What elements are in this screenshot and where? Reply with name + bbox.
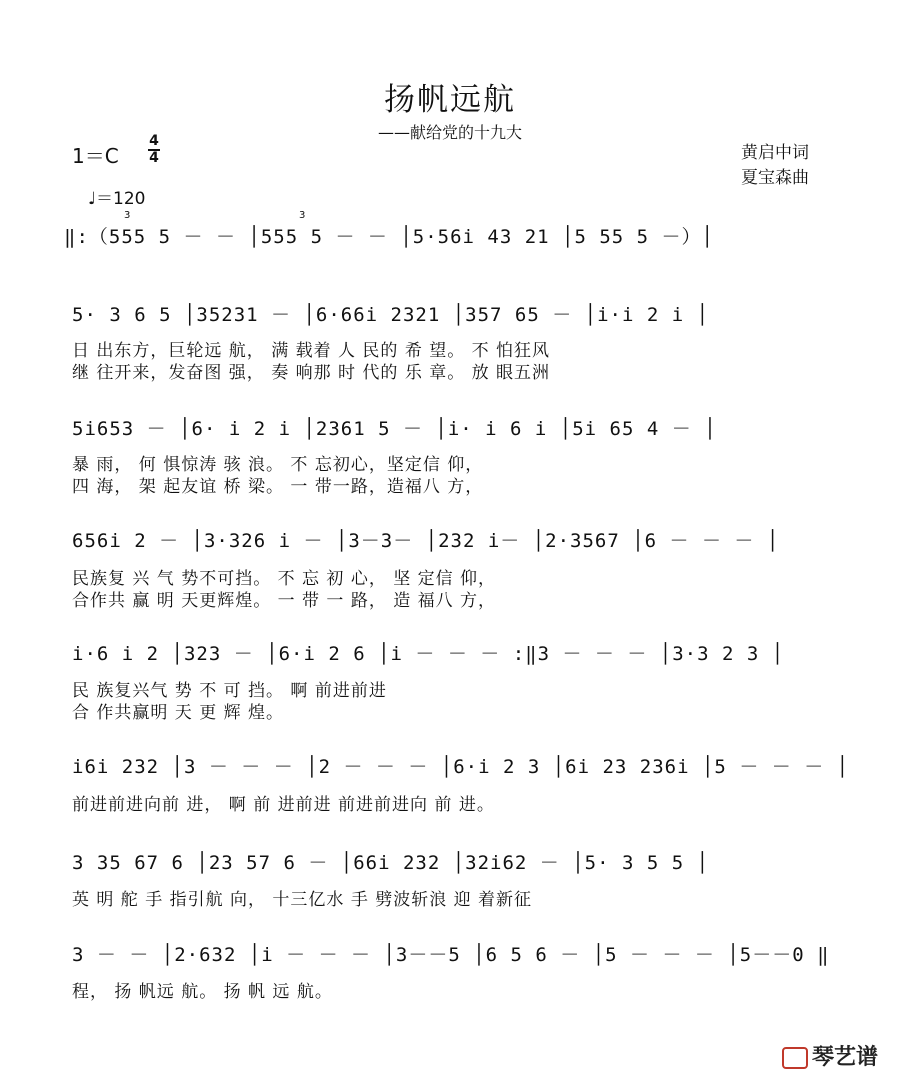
lyric-line-2-verse-1: 日 出东方，巨轮远 航， 满 载着 人 民的 希 望。 不 怕狂风 [72, 341, 551, 361]
notation-line-4: 656i 2 － │3·326 i － │3－3－ │232 i－ │2·3567 │6 － － － │ [72, 530, 780, 552]
lyric-line-3-verse-1: 暴 雨， 何 惧惊涛 骇 浪。 不 忘初心，坚定信 仰， [72, 455, 484, 475]
lyric-line-3-verse-2: 四 海， 架 起友谊 桥 梁。 一 带一路，造福八 方， [72, 477, 484, 497]
lyric-line-4-verse-2: 合作共 赢 明 天更辉煌。 一 带 一 路， 造 福八 方， [72, 591, 497, 611]
notation-line-5: i·6 i 2 │323 － │6·i 2 6 │i － － － :‖3 － － － │3·3 2 3 │ [72, 643, 785, 665]
composer-credit: 夏宝森曲 [741, 168, 809, 188]
brand-logo [782, 1040, 878, 1071]
lyric-line-6: 前进前进向前 进， 啊 前 进前进 前进前进向 前 进。 [72, 795, 495, 815]
tempo-marking: ♩＝120 [88, 189, 146, 209]
key-signature: 1＝C [72, 144, 119, 168]
brand-logo-icon [782, 1047, 808, 1069]
triplet-mark: 3 [299, 210, 306, 221]
triplet-mark: 3 [124, 210, 131, 221]
lyric-line-5-verse-1: 民 族复兴气 势 不 可 挡。 啊 前进前进 [72, 681, 387, 701]
lyric-line-7: 英 明 舵 手 指引航 向， 十三亿水 手 劈波斩浪 迎 着新征 [72, 890, 533, 910]
song-subtitle: ——献给党的十九大 [377, 123, 522, 142]
notation-line-6: i6i 232 │3 － － － │2 － － － │6·i 2 3 │6i 23 236i │5 － － － │ [72, 756, 850, 778]
lyric-line-8: 程， 扬 帆远 航。 扬 帆 远 航。 [72, 982, 333, 1002]
time-signature-divider: 4 [149, 150, 159, 166]
notation-line-2: 5· 3 6 5 │35231 － │6·66i 2321 │357 65 － │i·i 2 i │ [72, 304, 710, 326]
notation-line-8: 3 － － │2·632 │i － － － │3－－5 │6 5 6 － │5 － － － │5－－0 ‖ [72, 944, 830, 966]
time-signature-top: 4 [149, 133, 159, 149]
lyricist-credit: 黄启中词 [741, 143, 809, 163]
time-signature [148, 134, 160, 166]
lyric-line-4-verse-1: 民族复 兴 气 势不可挡。 不 忘 初 心， 坚 定信 仰， [72, 569, 497, 589]
song-title: 扬帆远航 [384, 82, 516, 118]
notation-line-3: 5i653 － │6· i 2 i │2361 5 － │i· i 6 i │5i 65 4 － │ [72, 418, 717, 440]
lyric-line-5-verse-2: 合 作共赢明 天 更 辉 煌。 [72, 703, 285, 723]
notation-line-1: ‖:（555 5 － － │555 5 － － │5·56i 43 21 │5 55 5 －）│ [64, 226, 714, 248]
brand-logo-text: 琴艺谱 [811, 1045, 878, 1070]
notation-line-7: 3 35 67 6 │23 57 6 － │66i 232 │32i62 － │5· 3 5 5 │ [72, 852, 710, 874]
lyric-line-2-verse-2: 继 往开来，发奋图 强， 奏 响那 时 代的 乐 章。 放 眼五洲 [72, 363, 551, 383]
